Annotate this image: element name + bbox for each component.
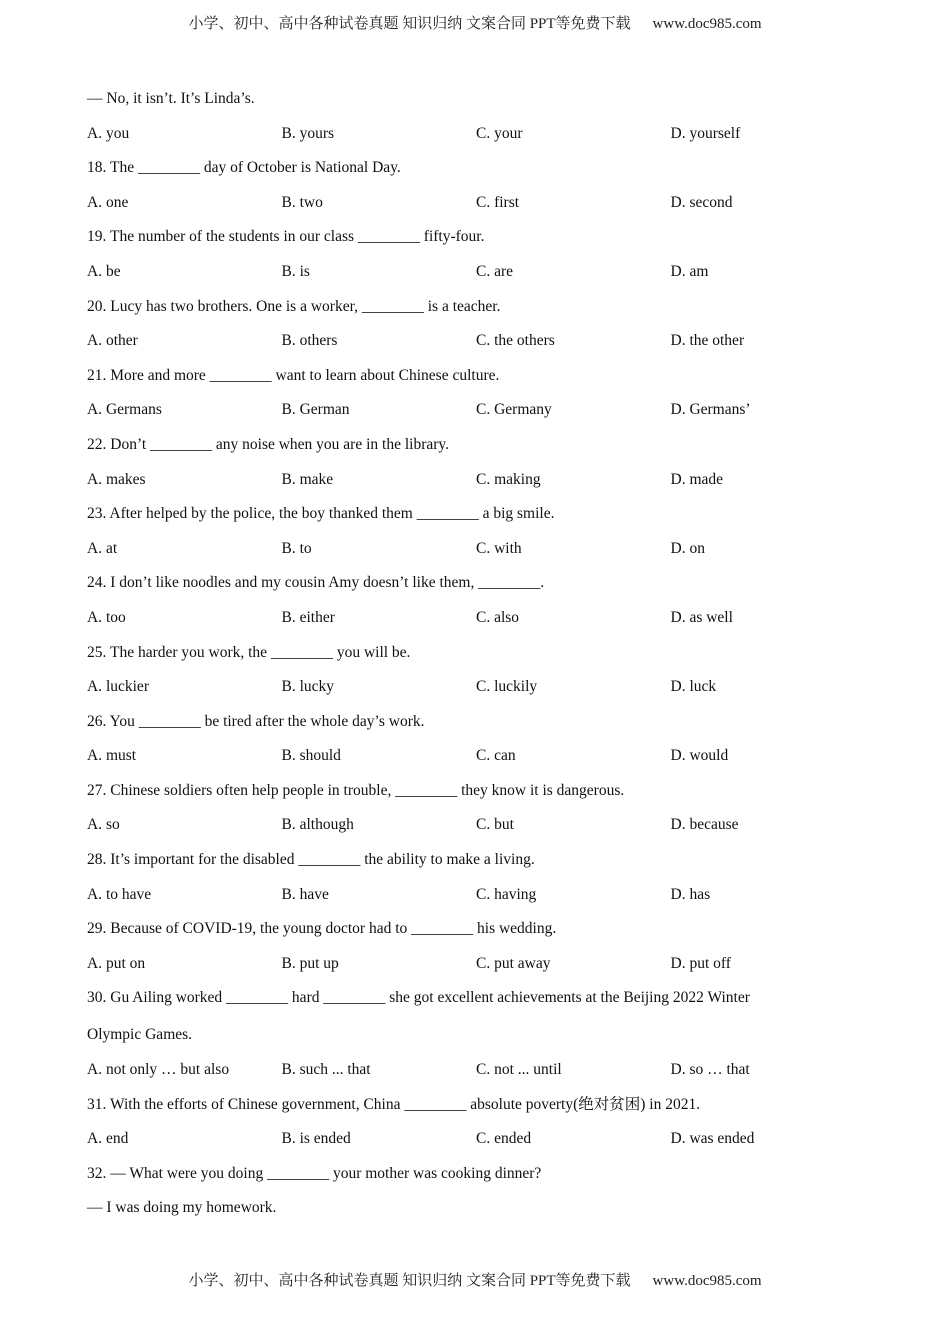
option-c: C. the others: [476, 332, 555, 350]
page-footer: [0, 1269, 950, 1290]
option-b: B. others: [281, 332, 338, 350]
q17-option-a: A. you: [87, 124, 130, 142]
q31-option-d: D. was ended: [670, 1130, 755, 1148]
option-d: D. second: [670, 193, 733, 211]
question-text: 25. The harder you work, the ________ you will be.: [87, 643, 411, 661]
question-options: [87, 399, 867, 434]
q32-text: 32. — What were you doing ________ your mother was cooking dinner?: [87, 1164, 542, 1182]
question-options: [87, 538, 867, 573]
question-text: 29. Because of COVID-19, the young doctor had to ________ his wedding.: [87, 920, 557, 938]
option-b: B. although: [281, 816, 354, 834]
question-options: [87, 192, 867, 227]
q30-text-line2: Olympic Games.: [87, 1026, 193, 1044]
option-a: A. other: [87, 332, 138, 350]
option-d: D. made: [670, 470, 724, 488]
q30-option-d: D. so … that: [670, 1061, 750, 1079]
q30-option-c: C. not ... until: [476, 1061, 562, 1079]
option-d: D. put off: [670, 954, 731, 972]
question-options: [87, 261, 867, 296]
question-options: [87, 953, 867, 988]
option-a: A. Germans: [87, 401, 162, 419]
option-c: C. can: [476, 747, 516, 765]
footer-site-link[interactable]: www.doc985.com: [652, 1273, 762, 1289]
question-options: [87, 469, 867, 504]
option-a: A. luckier: [87, 678, 149, 696]
header-text: 小学、初中、高中各种试卷真题 知识归纳 文案合同 PPT等免费下载: [188, 16, 631, 32]
option-c: C. are: [476, 262, 514, 280]
option-b: B. have: [281, 885, 329, 903]
q17-option-c: C. your: [476, 124, 523, 142]
question-text: 27. Chinese soldiers often help people in trouble, ________ they know it is dangerous.: [87, 781, 625, 799]
question-text: 22. Don’t ________ any noise when you are in the library.: [87, 435, 450, 453]
question-text: 28. It’s important for the disabled ________ the ability to make a living.: [87, 851, 535, 869]
question-options: [87, 607, 867, 642]
question-list: [87, 157, 867, 987]
option-c: C. put away: [476, 954, 551, 972]
option-a: A. makes: [87, 470, 146, 488]
option-b: B. should: [281, 747, 341, 765]
question-options: [87, 330, 867, 365]
exam-content: [87, 88, 867, 1232]
q30-text-line1: 30. Gu Ailing worked ________ hard ________ she got excellent achievements at the Beijing 2022 Winter: [87, 989, 750, 1007]
q30-options: [87, 1059, 867, 1094]
option-b: B. to: [281, 539, 312, 557]
footer-text: 小学、初中、高中各种试卷真题 知识归纳 文案合同 PPT等免费下载: [188, 1273, 631, 1289]
question-options: [87, 884, 867, 919]
option-a: A. too: [87, 608, 126, 626]
question-text: 19. The number of the students in our class ________ fifty-four.: [87, 228, 485, 246]
option-b: B. two: [281, 193, 323, 211]
question-options: [87, 676, 867, 711]
option-d: D. on: [670, 539, 705, 557]
question-text: 24. I don’t like noodles and my cousin Amy doesn’t like them, ________.: [87, 574, 545, 592]
option-d: D. luck: [670, 678, 717, 696]
q31-option-a: A. end: [87, 1130, 129, 1148]
question-options: [87, 814, 867, 849]
option-d: D. has: [670, 885, 711, 903]
question-text: 21. More and more ________ want to learn about Chinese culture.: [87, 366, 500, 384]
option-b: B. lucky: [281, 678, 335, 696]
q30-option-b: B. such ... that: [281, 1061, 371, 1079]
option-b: B. either: [281, 608, 335, 626]
question-text: 20. Lucy has two brothers. One is a worker, ________ is a teacher.: [87, 297, 501, 315]
option-d: D. the other: [670, 332, 745, 350]
option-b: B. is: [281, 262, 310, 280]
q17-options: [87, 123, 867, 158]
question-text: 26. You ________ be tired after the whole day’s work.: [87, 712, 425, 730]
q17-dialogue-line: — No, it isn’t. It’s Linda’s.: [87, 90, 255, 107]
option-c: C. but: [476, 816, 514, 834]
header-site-link[interactable]: www.doc985.com: [652, 16, 762, 32]
question-text: 23. After helped by the police, the boy thanked them ________ a big smile.: [87, 505, 555, 523]
q31-text: 31. With the efforts of Chinese government, China ________ absolute poverty(绝对贫困) in 2021.: [87, 1095, 701, 1113]
option-a: A. one: [87, 193, 129, 211]
q31-option-c: C. ended: [476, 1130, 532, 1148]
q31-option-b: B. is ended: [281, 1130, 351, 1148]
question-text: 18. The ________ day of October is National Day.: [87, 159, 401, 177]
option-d: D. because: [670, 816, 739, 834]
option-c: C. also: [476, 608, 520, 626]
option-a: A. must: [87, 747, 137, 765]
option-b: B. put up: [281, 954, 339, 972]
option-c: C. Germany: [476, 401, 552, 419]
option-c: C. luckily: [476, 678, 538, 696]
option-d: D. am: [670, 262, 709, 280]
option-c: C. with: [476, 539, 522, 557]
q32-answer-line: — I was doing my homework.: [87, 1199, 277, 1217]
option-c: C. first: [476, 193, 520, 211]
option-d: D. as well: [670, 608, 733, 626]
option-c: C. making: [476, 470, 541, 488]
option-a: A. so: [87, 816, 120, 834]
q17-option-b: B. yours: [281, 124, 335, 142]
option-a: A. put on: [87, 954, 146, 972]
option-a: A. at: [87, 539, 118, 557]
option-b: B. German: [281, 401, 350, 419]
option-d: D. Germans’: [670, 401, 751, 419]
option-b: B. make: [281, 470, 334, 488]
q17-option-d: D. yourself: [670, 124, 741, 142]
q30-option-a: A. not only … but also: [87, 1061, 230, 1079]
option-a: A. be: [87, 262, 121, 280]
option-a: A. to have: [87, 885, 152, 903]
page-header: [0, 12, 950, 33]
question-options: [87, 745, 867, 780]
q31-options: [87, 1128, 867, 1163]
option-c: C. having: [476, 885, 537, 903]
option-d: D. would: [670, 747, 729, 765]
